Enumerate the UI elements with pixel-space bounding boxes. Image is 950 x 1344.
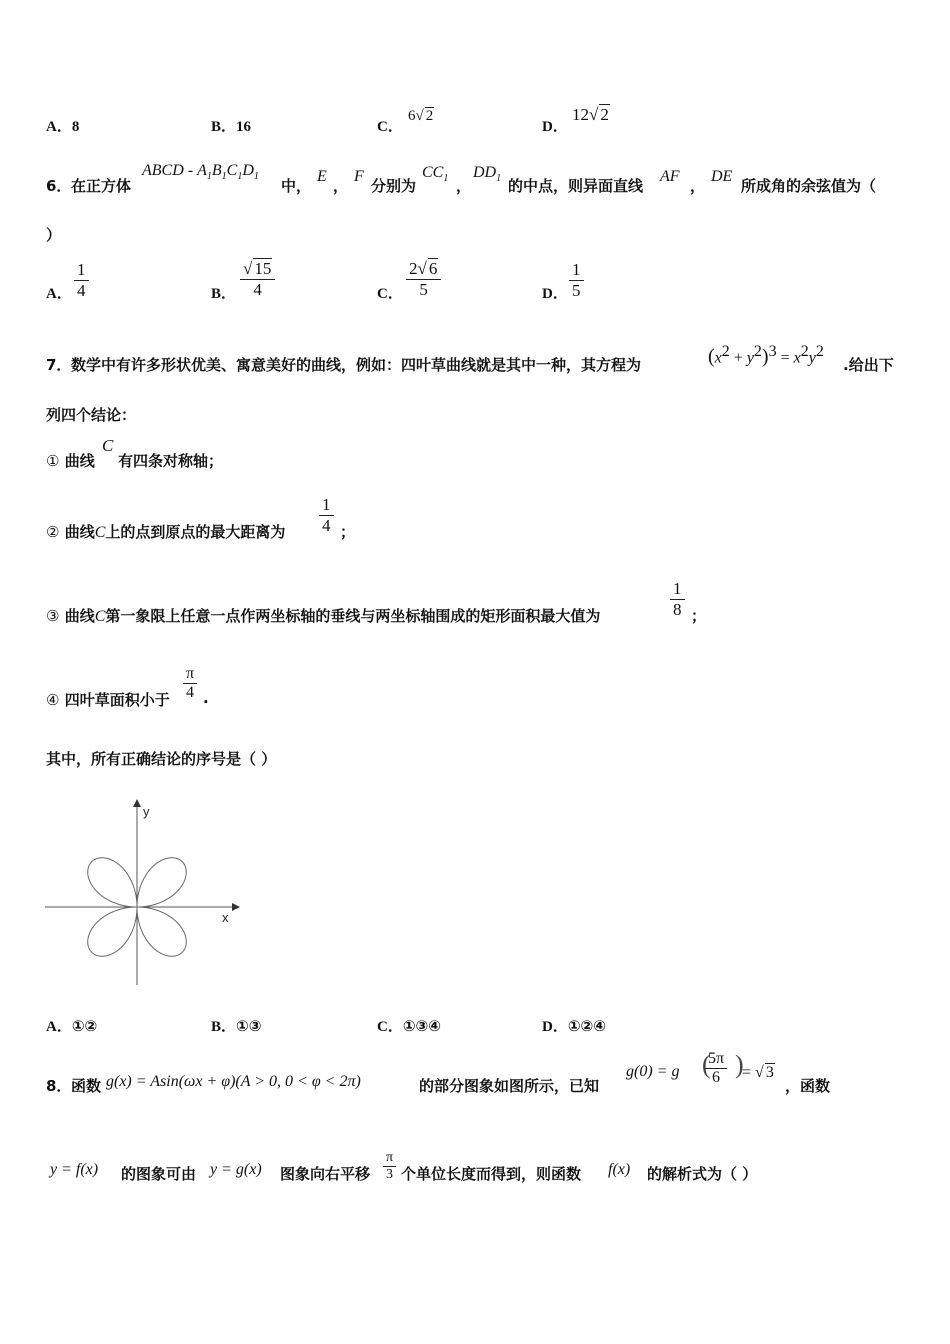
q6-option-c-value: $\frac{2√ 6}{5}$ — [406, 258, 441, 299]
q6-line-af: AF — [660, 168, 680, 185]
q8-fx: f(x) — [608, 1161, 631, 1178]
q5-option-c-value: 6√ 2 — [408, 108, 434, 124]
q7-conclusion-3: ③ 曲线C第一象限上任意一点作两坐标轴的垂线与两坐标轴围成的矩形面积最大值为 — [46, 607, 601, 625]
q7-equation: $(x^2 + y^2)^3 = x^2y^2$ — [708, 343, 824, 368]
q7-number: 7． — [46, 356, 72, 374]
q8-condition: g(0) = g — [626, 1063, 680, 1080]
q6-option-c-label: C． — [377, 286, 403, 302]
q7-conclusion-1-text: 有四条对称轴； — [118, 452, 224, 470]
q8-text-5: 图象向右平移 — [280, 1165, 371, 1183]
option-label: B． — [211, 119, 237, 135]
q6-comma: ， — [333, 177, 349, 195]
q7-option-d: D．①②④ — [542, 1017, 606, 1035]
q7-conclusion-3-end: ； — [691, 607, 707, 625]
q6-line-de: DE — [711, 168, 733, 185]
q6-text-3: 分别为 — [371, 177, 417, 195]
q6-option-d-value: $\frac{1}{5}$ — [569, 260, 584, 300]
q7-curve-c-2: C — [94, 524, 106, 541]
q7-conclusion-1: ① 曲线 — [46, 452, 95, 470]
q8-text-4: 的图象可由 — [121, 1165, 197, 1183]
q6-cube-name: ABCD - $A_1B_1C_1D_1$ — [142, 162, 259, 183]
four-leaf-clover-figure — [40, 795, 245, 990]
x-axis-label: x — [222, 910, 229, 925]
q6-option-a-value: $\frac{1}{4}$ — [74, 260, 89, 300]
q8-text-6: 个单位长度而得到，则函数 — [401, 1165, 582, 1183]
q5-option-c — [377, 115, 403, 136]
q7-option-b: B．①③ — [211, 1017, 262, 1035]
q8-y-equals-gx: y = g(x) — [210, 1161, 262, 1178]
q8-sqrt-3: = √ 3 — [742, 1064, 774, 1081]
q7-conclusion-2-fraction: $\frac{1}{4}$ — [319, 495, 334, 535]
q6-point-f: F — [354, 168, 364, 185]
q7-text-1: 数学中有许多形状优美、寓意美好的曲线，例如：四叶草曲线就是其中一种，其方程为 — [71, 356, 642, 374]
q6-text-2: 中， — [281, 177, 312, 195]
q6-option-b-label: B． — [211, 286, 237, 302]
q7-conclusion-2: ② 曲线C上的点到原点的最大距离为 — [46, 523, 286, 541]
option-label: D． — [542, 119, 568, 135]
q6-point-e: E — [317, 168, 327, 185]
q8-y-equals-fx: y = f(x) — [50, 1161, 99, 1178]
q5-option-a — [46, 115, 79, 136]
q8-shift-fraction: $\frac{\pi}{3}$ — [383, 1150, 396, 1183]
option-value: 16 — [236, 119, 252, 135]
y-axis-arrow-icon — [133, 799, 141, 807]
q8-text-7: 的解析式为（ ） — [647, 1165, 758, 1183]
option-label: A． — [46, 119, 72, 135]
q6-option-d-label: D． — [542, 286, 568, 302]
q6-number: 6． — [46, 177, 72, 195]
y-axis-label: y — [143, 804, 150, 819]
q7-conclusion-4: ④ 四叶草面积小于 — [46, 691, 170, 709]
q7-curve-c-1: C — [102, 436, 114, 455]
q8-condition-fraction: $\frac{5\pi}{6}$ — [705, 1050, 727, 1088]
q7-curve-c-3: C — [94, 608, 106, 625]
q6-option-b-value: $\frac{√ 15}{4}$ — [240, 258, 275, 299]
q7-conclusion-3-fraction: $\frac{1}{8}$ — [670, 579, 685, 619]
q7-conclusion-2-end: ； — [340, 523, 356, 541]
q6-text-5: 所成角的余弦值为（ — [741, 177, 877, 195]
q6-segment-cc1: $CC_1$ — [422, 164, 449, 185]
q5-option-d-value: 12√ 2 — [572, 105, 609, 124]
q8-left-paren: ( — [702, 1050, 711, 1079]
q6-comma-3: ， — [690, 177, 706, 195]
option-label: C． — [377, 119, 403, 135]
q5-option-d — [542, 115, 568, 136]
q6-comma-2: ， — [456, 177, 472, 195]
q8-function-definition: g(x) = Asin(ωx + φ)(A > 0, 0 < φ < 2π) — [106, 1073, 361, 1090]
q7-text-3: 列四个结论： — [46, 406, 137, 424]
q6-text-4: 的中点，则异面直线 — [508, 177, 644, 195]
q7-conclusion-4-end: . — [203, 689, 209, 707]
q7-option-a: A．①② — [46, 1017, 98, 1035]
q8-text-2: 的部分图象如图所示，已知 — [419, 1077, 600, 1095]
q7-option-c: C．①③④ — [377, 1017, 441, 1035]
q7-text-2: .给出下 — [843, 356, 894, 374]
q8-right-paren: ) — [735, 1050, 744, 1079]
q5-option-b — [211, 115, 251, 136]
q6-close-paren: ） — [46, 226, 62, 244]
q7-question: 其中，所有正确结论的序号是（ ） — [46, 750, 277, 768]
q6-segment-dd1: $DD_1$ — [473, 164, 502, 185]
q6-option-a-label: A． — [46, 286, 72, 302]
q8-text-3: ，函数 — [785, 1077, 831, 1095]
x-axis-arrow-icon — [232, 903, 240, 911]
q8-text-1: 函数 — [71, 1077, 102, 1095]
q8-number: 8． — [46, 1077, 72, 1095]
option-value: 8 — [71, 119, 80, 135]
q7-conclusion-4-fraction: $\frac{\pi}{4}$ — [183, 665, 197, 703]
q6-text-1: 在正方体 — [71, 177, 132, 195]
